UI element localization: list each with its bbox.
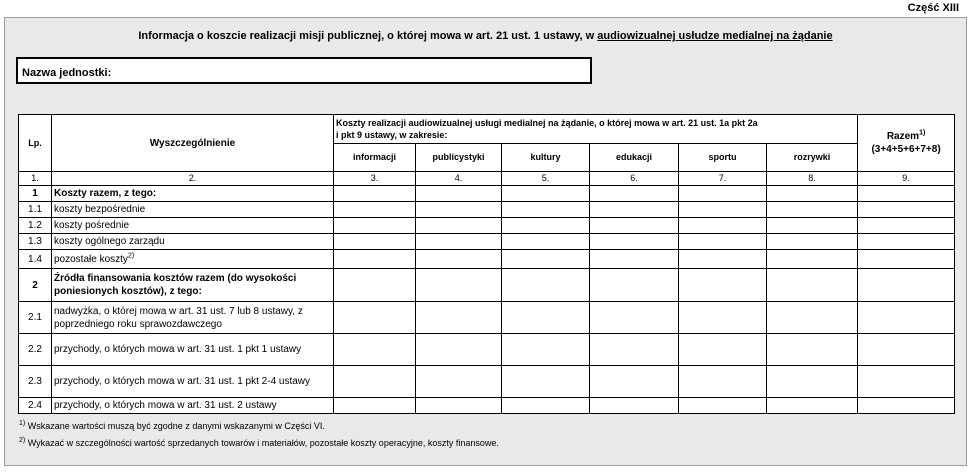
column-number: 3. [334, 172, 416, 186]
row-description [52, 186, 334, 202]
table-row [19, 250, 955, 269]
footnote-1-text: Wskazane wartości muszą być zgodne z danymi wskazanymi w Części VI. [27, 421, 325, 431]
value-cell[interactable] [767, 398, 858, 414]
header-sum-label: Razem [886, 131, 920, 142]
value-cell[interactable] [679, 398, 767, 414]
column-number: 9. [858, 172, 955, 186]
row-description-text: koszty ogólnego zarządu [54, 236, 165, 247]
value-cell[interactable] [679, 366, 767, 398]
row-description [52, 269, 334, 302]
header-category: informacji [334, 144, 416, 172]
row-lp: 1.3 [19, 234, 52, 250]
header-category: publicystyki [416, 144, 502, 172]
value-cell[interactable] [334, 250, 416, 269]
value-cell[interactable] [334, 398, 416, 414]
value-cell[interactable] [502, 234, 590, 250]
value-cell[interactable] [416, 269, 502, 302]
row-description-text: pozostałe koszty [54, 253, 128, 265]
value-cell[interactable] [502, 218, 590, 234]
row-lp: 2.1 [19, 302, 52, 334]
header-category: sportu [679, 144, 767, 172]
value-cell[interactable] [590, 269, 679, 302]
table-row [19, 398, 955, 414]
footnote-2-text: Wykazać w szczególności wartość sprzedanych towarów i materiałów, pozostałe koszty operacyjne, koszty finansowe. [27, 438, 499, 448]
table-row [19, 366, 955, 398]
row-lp: 1.4 [19, 250, 52, 269]
value-cell[interactable] [858, 366, 955, 398]
value-cell[interactable] [416, 334, 502, 366]
table-row [19, 218, 955, 234]
value-cell[interactable] [502, 202, 590, 218]
value-cell[interactable] [858, 218, 955, 234]
value-cell[interactable] [416, 186, 502, 202]
unit-name-label: Nazwa jednostki: [22, 67, 112, 79]
value-cell[interactable] [590, 218, 679, 234]
value-cell[interactable] [416, 398, 502, 414]
table-row [19, 234, 955, 250]
part-label: Część XIII [907, 2, 959, 14]
footnote-1-mark: 1) [19, 420, 26, 427]
header-sum [858, 115, 955, 172]
row-description-text: koszty pośrednie [54, 220, 130, 231]
row-description [52, 250, 334, 269]
row-lp: 2.4 [19, 398, 52, 414]
value-cell[interactable] [767, 234, 858, 250]
value-cell[interactable] [679, 234, 767, 250]
value-cell[interactable] [679, 334, 767, 366]
column-number: 8. [767, 172, 858, 186]
value-cell[interactable] [502, 398, 590, 414]
column-number: 2. [52, 172, 334, 186]
value-cell[interactable] [334, 234, 416, 250]
value-cell[interactable] [858, 250, 955, 269]
value-cell[interactable] [767, 302, 858, 334]
header-category: rozrywki [767, 144, 858, 172]
value-cell[interactable] [502, 269, 590, 302]
row-description [52, 218, 334, 234]
value-cell[interactable] [334, 334, 416, 366]
row-lp: 1.2 [19, 218, 52, 234]
value-cell[interactable] [858, 398, 955, 414]
value-cell[interactable] [590, 334, 679, 366]
footnote-2-mark: 2) [19, 437, 26, 444]
value-cell[interactable] [416, 366, 502, 398]
form-title-underlined: audiowizualnej usłudze medialnej na żądanie [597, 30, 833, 42]
header-description: Wyszczególnienie [52, 115, 334, 172]
header-lp: Lp. [19, 115, 52, 172]
row-lp: 2.3 [19, 366, 52, 398]
row-lp: 1 [19, 186, 52, 202]
value-cell[interactable] [590, 302, 679, 334]
row-description [52, 202, 334, 218]
row-description-text: Koszty razem, z tego: [54, 188, 157, 199]
value-cell[interactable] [679, 218, 767, 234]
table-row [19, 202, 955, 218]
footnote-1 [19, 421, 325, 431]
row-lp: 2 [19, 269, 52, 302]
value-cell[interactable] [334, 202, 416, 218]
form-sheet [4, 17, 967, 466]
row-description-text: przychody, o których mowa w art. 31 ust. 1 pkt 1 ustawy [54, 344, 302, 355]
value-cell[interactable] [334, 366, 416, 398]
value-cell[interactable] [858, 302, 955, 334]
row-description [52, 398, 334, 414]
value-cell[interactable] [679, 202, 767, 218]
row-lp: 1.1 [19, 202, 52, 218]
value-cell[interactable] [858, 234, 955, 250]
value-cell[interactable] [502, 366, 590, 398]
column-number: 4. [416, 172, 502, 186]
column-number: 7. [679, 172, 767, 186]
value-cell[interactable] [767, 186, 858, 202]
header-group-line2: i pkt 9 ustawy, w zakresie: [336, 130, 448, 140]
value-cell[interactable] [416, 202, 502, 218]
value-cell[interactable] [590, 202, 679, 218]
value-cell[interactable] [679, 186, 767, 202]
value-cell[interactable] [679, 250, 767, 269]
value-cell[interactable] [416, 302, 502, 334]
value-cell[interactable] [502, 334, 590, 366]
value-cell[interactable] [334, 269, 416, 302]
value-cell[interactable] [767, 218, 858, 234]
table-row [19, 269, 955, 302]
header-sum-sup: 1) [919, 129, 926, 137]
row-description [52, 302, 334, 334]
value-cell[interactable] [416, 250, 502, 269]
row-description-text: nadwyżka, o której mowa w art. 31 ust. 7 lub 8 ustawy, z poprzedniego roku sprawozdawczego [54, 305, 303, 330]
column-number: 6. [590, 172, 679, 186]
value-cell[interactable] [590, 250, 679, 269]
row-description-text: przychody, o których mowa w art. 31 ust. 1 pkt 2-4 ustawy [54, 376, 311, 387]
form-title [5, 30, 966, 42]
value-cell[interactable] [416, 234, 502, 250]
row-description [52, 366, 334, 398]
value-cell[interactable] [858, 334, 955, 366]
value-cell[interactable] [679, 269, 767, 302]
row-description-text: koszty bezpośrednie [54, 204, 146, 215]
value-cell[interactable] [590, 366, 679, 398]
value-cell[interactable] [416, 218, 502, 234]
value-cell[interactable] [590, 234, 679, 250]
table-row [19, 334, 955, 366]
header-group-line1: Koszty realizacji audiowizualnej usługi medialnej na żądanie, o której mowa w art. 21 ust. 1a pkt 2a [336, 118, 758, 128]
value-cell[interactable] [858, 202, 955, 218]
form-title-main: Informacja o koszcie realizacji misji publicznej, o której mowa w art. 21 ust. 1 ustawy, w [138, 30, 598, 42]
value-cell[interactable] [767, 366, 858, 398]
value-cell[interactable] [502, 302, 590, 334]
value-cell[interactable] [679, 302, 767, 334]
value-cell[interactable] [767, 202, 858, 218]
row-lp: 2.2 [19, 334, 52, 366]
value-cell[interactable] [858, 186, 955, 202]
table-row [19, 186, 955, 202]
value-cell[interactable] [767, 269, 858, 302]
table-row [19, 302, 955, 334]
row-description [52, 334, 334, 366]
value-cell[interactable] [334, 186, 416, 202]
header-category: edukacji [590, 144, 679, 172]
value-cell[interactable] [767, 334, 858, 366]
value-cell[interactable] [502, 250, 590, 269]
column-number: 1. [19, 172, 52, 186]
value-cell[interactable] [767, 250, 858, 269]
footnote-2 [19, 438, 499, 448]
cost-table [18, 114, 955, 414]
row-description-text: przychody, o których mowa w art. 31 ust. 2 ustawy [54, 400, 277, 411]
row-description-text: Źródła finansowania kosztów razem (do wysokości poniesionych kosztów), z tego: [54, 273, 297, 297]
column-number: 5. [502, 172, 590, 186]
unit-name-field[interactable] [16, 57, 592, 84]
row-footnote-mark: 2) [127, 252, 135, 260]
header-group [334, 115, 858, 144]
value-cell[interactable] [334, 302, 416, 334]
value-cell[interactable] [334, 218, 416, 234]
header-sum-formula: (3+4+5+6+7+8) [871, 144, 941, 155]
value-cell[interactable] [590, 398, 679, 414]
value-cell[interactable] [502, 186, 590, 202]
value-cell[interactable] [590, 186, 679, 202]
value-cell[interactable] [858, 269, 955, 302]
row-description [52, 234, 334, 250]
header-category: kultury [502, 144, 590, 172]
